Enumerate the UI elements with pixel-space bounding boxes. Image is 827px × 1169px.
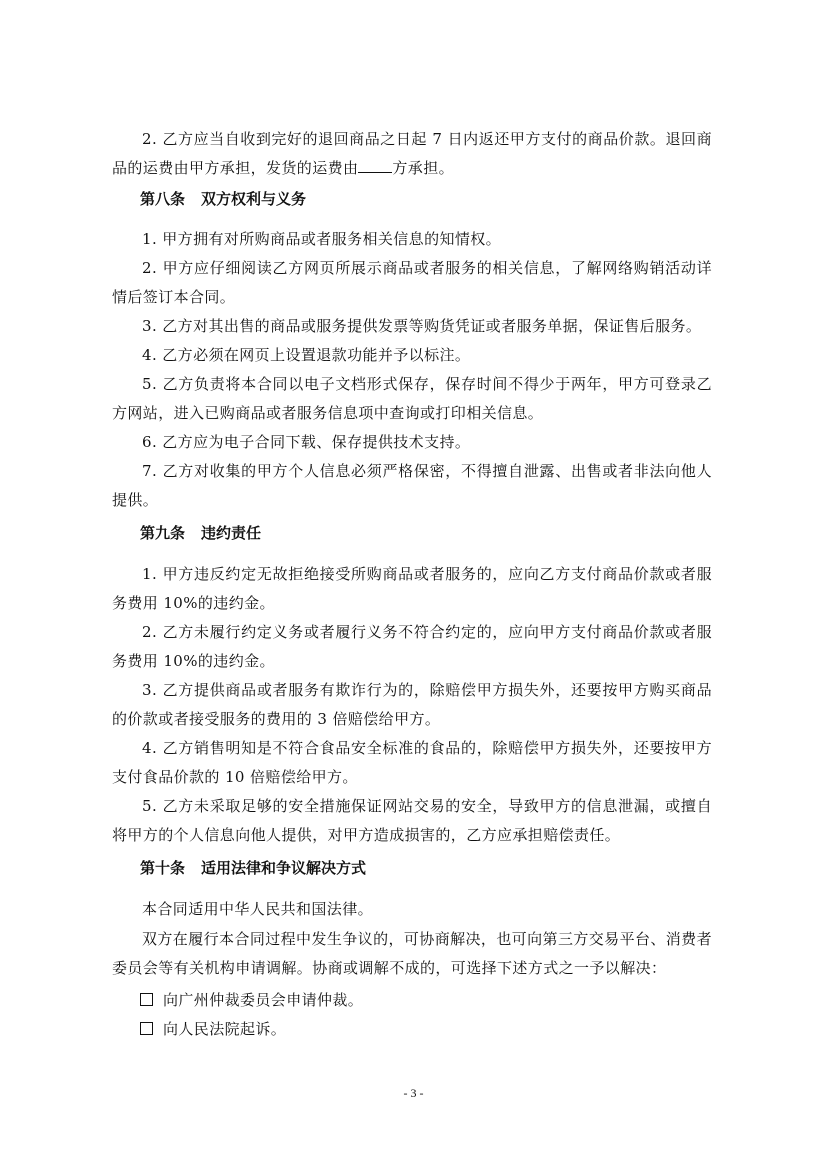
checkbox-icon[interactable] [140, 1022, 153, 1035]
section9-heading [140, 522, 261, 544]
section8-item: 1. 甲方拥有对所购商品或者服务相关信息的知情权。 [142, 230, 502, 248]
section8-item: 6. 乙方应为电子合同下载、保存提供技术支持。 [142, 433, 471, 451]
section8-item: 5. 乙方负责将本合同以电子文档形式保存，保存时间不得少于两年，甲方可登录乙方网站，进入已购商品或者服务信息项中查询或打印相关信息。 [112, 375, 712, 422]
section8-title: 双方权利与义务 [201, 190, 307, 208]
option-court[interactable] [140, 1018, 286, 1040]
checkbox-icon[interactable] [140, 993, 153, 1006]
section10-para: 本合同适用中华人民共和国法律。 [142, 900, 374, 918]
section10-para: 双方在履行本合同过程中发生争议的，可协商解决，也可向第三方交易平台、消费者委员会等有关机构申请调解。协商或调解不成的，可选择下述方式之一予以解决： [112, 930, 712, 977]
section9-title: 违约责任 [201, 524, 262, 542]
section7-item2-tail: 方承担。 [392, 159, 455, 177]
section7-item2 [112, 125, 712, 183]
page-number: - 3 - [403, 1086, 424, 1100]
option-label: 向人民法院起诉。 [163, 1020, 287, 1038]
option-arbitration[interactable] [140, 989, 363, 1011]
section9-item: 2. 乙方未履行约定义务或者履行义务不符合约定的，应向甲方支付商品价款或者服务费用 10%的违约金。 [112, 623, 712, 670]
section8-item: 4. 乙方必须在网页上设置退款功能并予以标注。 [142, 346, 471, 364]
section10-title: 适用法律和争议解决方式 [201, 859, 367, 877]
section8-item: 3. 乙方对其出售的商品或服务提供发票等购货凭证或者服务单据，保证售后服务。 [142, 317, 702, 335]
section9-item: 1. 甲方违反约定无故拒绝接受所购商品或者服务的，应向乙方支付商品价款或者服务费用 10%的违约金。 [112, 565, 712, 612]
fill-in-blank[interactable] [358, 158, 392, 173]
section8-item: 2. 甲方应仔细阅读乙方网页所展示商品或者服务的相关信息，了解网络购销活动详情后签订本合同。 [112, 259, 712, 306]
section9-item: 4. 乙方销售明知是不符合食品安全标准的食品的，除赔偿甲方损失外，还要按甲方支付食品价款的 10 倍赔偿给甲方。 [112, 739, 712, 786]
section10-number: 第十条 [140, 859, 186, 877]
section9-number: 第九条 [140, 524, 186, 542]
section8-item: 7. 乙方对收集的甲方个人信息必须严格保密，不得擅自泄露、出售或者非法向他人提供。 [112, 462, 712, 509]
section9-item: 5. 乙方未采取足够的安全措施保证网站交易的安全，导致甲方的信息泄漏，或擅自将甲方的个人信息向他人提供，对甲方造成损害的，乙方应承担赔偿责任。 [112, 797, 712, 844]
section10-heading [140, 857, 366, 879]
option-label: 向广州仲裁委员会申请仲裁。 [163, 991, 364, 1009]
section8-number: 第八条 [140, 190, 186, 208]
section9-item: 3. 乙方提供商品或者服务有欺诈行为的，除赔偿甲方损失外，还要按甲方购买商品的价款或者接受服务的费用的 3 倍赔偿给甲方。 [112, 681, 712, 728]
section7-item2-text: 2. 乙方应当自收到完好的退回商品之日起 7 日内返还甲方支付的商品价款。退回商品的运费由甲方承担，发货的运费由 [112, 130, 712, 177]
section8-heading [140, 188, 306, 210]
